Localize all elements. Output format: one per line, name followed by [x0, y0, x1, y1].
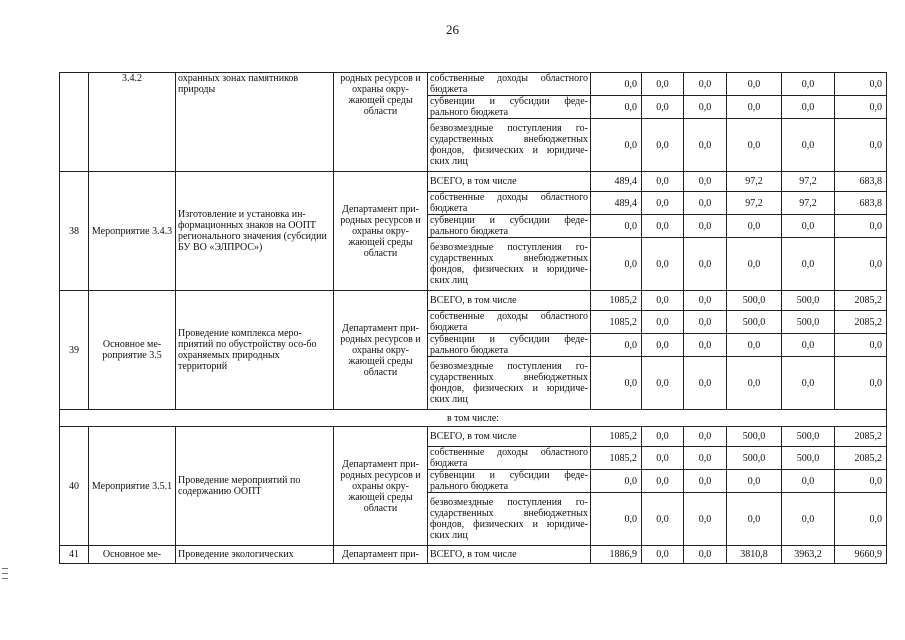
measure-description: Проведение комплекса меро-приятий по обустройству осо-бо охраняемых природных территорий — [176, 291, 334, 410]
amount-cell: 500,0 — [782, 291, 835, 311]
amount-cell: 1886,9 — [591, 546, 642, 564]
amount-cell: 683,8 — [835, 172, 887, 192]
amount-cell: 683,8 — [835, 192, 887, 215]
amount-cell: 0,0 — [835, 357, 887, 410]
funding-source: безвозмездные поступления го-сударственных внебюджетных фондов, физических и юридиче-ских лиц — [428, 357, 591, 410]
amount-cell: 0,0 — [727, 238, 782, 291]
amount-cell: 1085,2 — [591, 427, 642, 447]
amount-cell: 0,0 — [684, 546, 727, 564]
amount-cell: 0,0 — [684, 215, 727, 238]
amount-cell: 0,0 — [642, 119, 684, 172]
amount-cell: 2085,2 — [835, 311, 887, 334]
amount-cell: 0,0 — [782, 96, 835, 119]
funding-source: собственные доходы областного бюджета — [428, 73, 591, 96]
responsible-executor: Департамент при-родных ресурсов и охраны окру-жающей среды области — [334, 291, 428, 410]
amount-cell: 0,0 — [591, 96, 642, 119]
measure-description: Проведение мероприятий по содержанию ООПТ — [176, 427, 334, 546]
amount-cell: 97,2 — [782, 172, 835, 192]
funding-source: субвенции и субсидии феде-рального бюджета — [428, 96, 591, 119]
scan-artifact-mark — [2, 568, 8, 569]
amount-cell: 0,0 — [727, 73, 782, 96]
amount-cell: 0,0 — [727, 215, 782, 238]
funding-source: собственные доходы областного бюджета — [428, 311, 591, 334]
amount-cell: 0,0 — [591, 238, 642, 291]
row-number: 40 — [60, 427, 89, 546]
amount-cell: 0,0 — [591, 357, 642, 410]
amount-cell: 0,0 — [642, 357, 684, 410]
measure-name: 3.4.2 — [89, 73, 176, 172]
amount-cell: 0,0 — [684, 96, 727, 119]
funding-source: собственные доходы областного бюджета — [428, 447, 591, 470]
scan-artifact-mark — [2, 578, 8, 579]
amount-cell: 9660,9 — [835, 546, 887, 564]
scan-artifact-mark — [2, 573, 8, 574]
amount-cell: 1085,2 — [591, 291, 642, 311]
amount-cell: 0,0 — [684, 427, 727, 447]
amount-cell: 0,0 — [835, 493, 887, 546]
amount-cell: 489,4 — [591, 192, 642, 215]
funding-source: субвенции и субсидии феде-рального бюджета — [428, 334, 591, 357]
amount-cell: 0,0 — [727, 493, 782, 546]
amount-cell: 500,0 — [782, 447, 835, 470]
amount-cell: 489,4 — [591, 172, 642, 192]
amount-cell: 500,0 — [727, 291, 782, 311]
amount-cell: 0,0 — [684, 192, 727, 215]
amount-cell: 0,0 — [684, 73, 727, 96]
table-row — [60, 172, 887, 192]
amount-cell: 0,0 — [642, 447, 684, 470]
amount-cell: 0,0 — [684, 119, 727, 172]
amount-cell: 0,0 — [684, 470, 727, 493]
measure-name: Основное ме- — [89, 546, 176, 564]
row-number: 39 — [60, 291, 89, 410]
amount-cell: 0,0 — [782, 357, 835, 410]
amount-cell: 97,2 — [782, 192, 835, 215]
amount-cell: 0,0 — [835, 73, 887, 96]
row-number — [60, 73, 89, 172]
amount-cell: 0,0 — [591, 470, 642, 493]
amount-cell: 0,0 — [591, 215, 642, 238]
amount-cell: 2085,2 — [835, 427, 887, 447]
amount-cell: 2085,2 — [835, 291, 887, 311]
amount-cell: 0,0 — [642, 334, 684, 357]
amount-cell: 0,0 — [642, 546, 684, 564]
measure-description: Изготовление и установка ин-формационных знаков на ООПТ регионального значения (субсидии БУ ВО «ЭЛПРОС») — [176, 172, 334, 291]
table-body — [60, 73, 887, 564]
amount-cell: 500,0 — [727, 427, 782, 447]
in-total-label: в том числе: — [60, 410, 887, 427]
funding-source: собственные доходы областного бюджета — [428, 192, 591, 215]
amount-cell: 0,0 — [835, 119, 887, 172]
amount-cell: 3810,8 — [727, 546, 782, 564]
responsible-executor: Департамент при-родных ресурсов и охраны окру-жающей среды области — [334, 427, 428, 546]
amount-cell: 0,0 — [591, 493, 642, 546]
responsible-executor: родных ресурсов и охраны окру-жающей среды области — [334, 73, 428, 172]
amount-cell: 0,0 — [727, 96, 782, 119]
amount-cell: 0,0 — [591, 119, 642, 172]
responsible-executor: Департамент при- — [334, 546, 428, 564]
amount-cell: 0,0 — [782, 493, 835, 546]
amount-cell: 0,0 — [684, 334, 727, 357]
amount-cell: 0,0 — [684, 357, 727, 410]
amount-cell: 1085,2 — [591, 447, 642, 470]
amount-cell: 0,0 — [684, 447, 727, 470]
amount-cell: 0,0 — [642, 192, 684, 215]
amount-cell: 0,0 — [642, 427, 684, 447]
amount-cell: 0,0 — [782, 215, 835, 238]
amount-cell: 97,2 — [727, 172, 782, 192]
table-row — [60, 546, 887, 564]
funding-source: субвенции и субсидии феде-рального бюджета — [428, 470, 591, 493]
funding-source: безвозмездные поступления го-сударственных внебюджетных фондов, физических и юридиче-ских лиц — [428, 119, 591, 172]
table-row — [60, 427, 887, 447]
amount-cell: 0,0 — [835, 215, 887, 238]
amount-cell: 0,0 — [782, 73, 835, 96]
amount-cell: 0,0 — [642, 238, 684, 291]
amount-cell: 0,0 — [642, 96, 684, 119]
amount-cell: 500,0 — [782, 427, 835, 447]
funding-source: ВСЕГО, в том числе — [428, 427, 591, 447]
amount-cell: 0,0 — [642, 291, 684, 311]
funding-source: ВСЕГО, в том числе — [428, 546, 591, 564]
amount-cell: 500,0 — [782, 311, 835, 334]
amount-cell: 3963,2 — [782, 546, 835, 564]
amount-cell: 0,0 — [835, 96, 887, 119]
funding-source: безвозмездные поступления го-сударственных внебюджетных фондов, физических и юридиче-ских лиц — [428, 493, 591, 546]
amount-cell: 0,0 — [684, 172, 727, 192]
measure-description: охранных зонах памятников природы — [176, 73, 334, 172]
amount-cell: 0,0 — [835, 238, 887, 291]
table-row — [60, 73, 887, 96]
amount-cell: 500,0 — [727, 311, 782, 334]
measure-name: Основное ме-роприятие 3.5 — [89, 291, 176, 410]
responsible-executor: Департамент при-родных ресурсов и охраны окру-жающей среды области — [334, 172, 428, 291]
amount-cell: 0,0 — [642, 311, 684, 334]
measure-name: Мероприятие 3.4.3 — [89, 172, 176, 291]
funding-source: ВСЕГО, в том числе — [428, 291, 591, 311]
measure-description: Проведение экологических — [176, 546, 334, 564]
amount-cell: 0,0 — [782, 470, 835, 493]
amount-cell: 0,0 — [684, 311, 727, 334]
funding-source: ВСЕГО, в том числе — [428, 172, 591, 192]
amount-cell: 0,0 — [591, 73, 642, 96]
amount-cell: 0,0 — [782, 119, 835, 172]
measure-name: Мероприятие 3.5.1 — [89, 427, 176, 546]
row-number: 41 — [60, 546, 89, 564]
amount-cell: 0,0 — [684, 493, 727, 546]
amount-cell: 0,0 — [642, 172, 684, 192]
amount-cell: 0,0 — [727, 357, 782, 410]
amount-cell: 0,0 — [591, 334, 642, 357]
amount-cell: 0,0 — [642, 73, 684, 96]
row-number: 38 — [60, 172, 89, 291]
subheading-row — [60, 410, 887, 427]
amount-cell: 0,0 — [642, 215, 684, 238]
table-row — [60, 291, 887, 311]
amount-cell: 0,0 — [835, 470, 887, 493]
amount-cell: 0,0 — [727, 470, 782, 493]
budget-table — [59, 72, 887, 564]
funding-source: безвозмездные поступления го-сударственных внебюджетных фондов, физических и юридиче-ских лиц — [428, 238, 591, 291]
amount-cell: 2085,2 — [835, 447, 887, 470]
amount-cell: 0,0 — [835, 334, 887, 357]
amount-cell: 0,0 — [782, 238, 835, 291]
amount-cell: 1085,2 — [591, 311, 642, 334]
amount-cell: 0,0 — [684, 238, 727, 291]
amount-cell: 0,0 — [727, 334, 782, 357]
amount-cell: 0,0 — [642, 493, 684, 546]
amount-cell: 0,0 — [684, 291, 727, 311]
amount-cell: 0,0 — [782, 334, 835, 357]
page-number: 26 — [446, 22, 459, 37]
amount-cell: 97,2 — [727, 192, 782, 215]
amount-cell: 500,0 — [727, 447, 782, 470]
amount-cell: 0,0 — [727, 119, 782, 172]
funding-source: субвенции и субсидии феде-рального бюджета — [428, 215, 591, 238]
amount-cell: 0,0 — [642, 470, 684, 493]
